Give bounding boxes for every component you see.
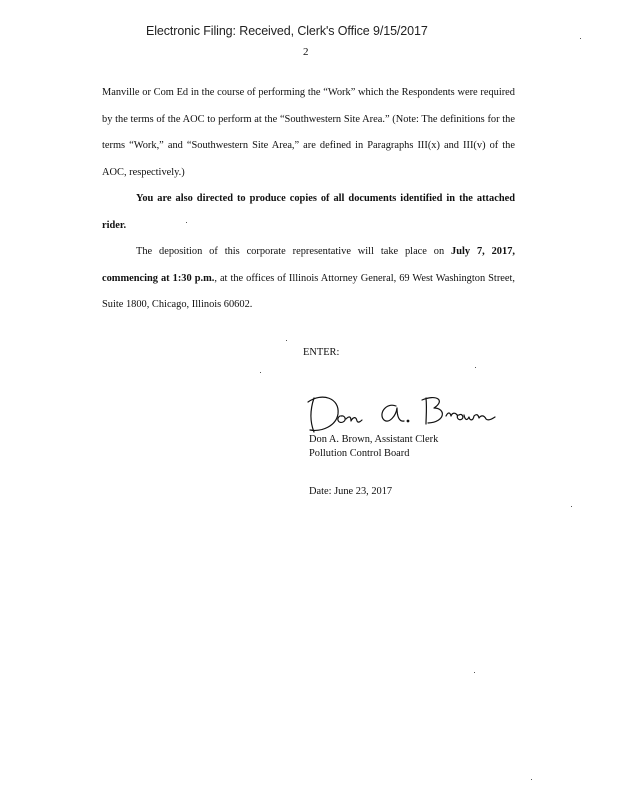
scan-speck: [286, 340, 287, 341]
page-number: 2: [303, 46, 309, 58]
signer-office: Pollution Control Board: [309, 448, 410, 459]
scan-speck: [475, 367, 476, 368]
signature-date: Date: June 23, 2017: [309, 486, 393, 497]
enter-label: ENTER:: [303, 347, 340, 358]
document-body: [102, 80, 515, 319]
signer-name-title: Don A. Brown, Assistant Clerk: [309, 434, 439, 445]
deposition-location: , at the offices of Illinois Attorney General, 69 West Washington Street, Suite 1800, Chicago, Illinois 60602.: [102, 272, 515, 310]
scan-speck: [531, 779, 532, 780]
scan-speck: [580, 38, 581, 39]
paragraph-work-definitions: Manville or Com Ed in the course of performing the “Work” which the Respondents were required by the terms of the AOC to perform at the “Southwestern Site Area.” (Note: The definitions for the terms “Work,” and “Southwestern Site Area,” are defined in Paragraphs III(x) and III(v) of the AOC, respectively.): [102, 87, 515, 178]
scan-speck: [186, 222, 187, 223]
deposition-date-time: July 7, 2017, commencing at 1:30 p.m.: [102, 246, 515, 284]
scan-speck: [260, 372, 261, 373]
scan-speck: [474, 672, 475, 673]
deposition-text-lead: The deposition of this corporate representative will take place on: [136, 246, 452, 257]
paragraph-deposition-details: [102, 239, 515, 319]
handwritten-signature: [300, 388, 500, 438]
signer-block: [309, 433, 438, 461]
paragraph-produce-documents: You are also directed to produce copies of all documents identified in the attached rider.: [102, 193, 515, 231]
scan-speck: [571, 506, 572, 507]
electronic-filing-stamp: Electronic Filing: Received, Clerk's Office 9/15/2017: [146, 24, 428, 38]
